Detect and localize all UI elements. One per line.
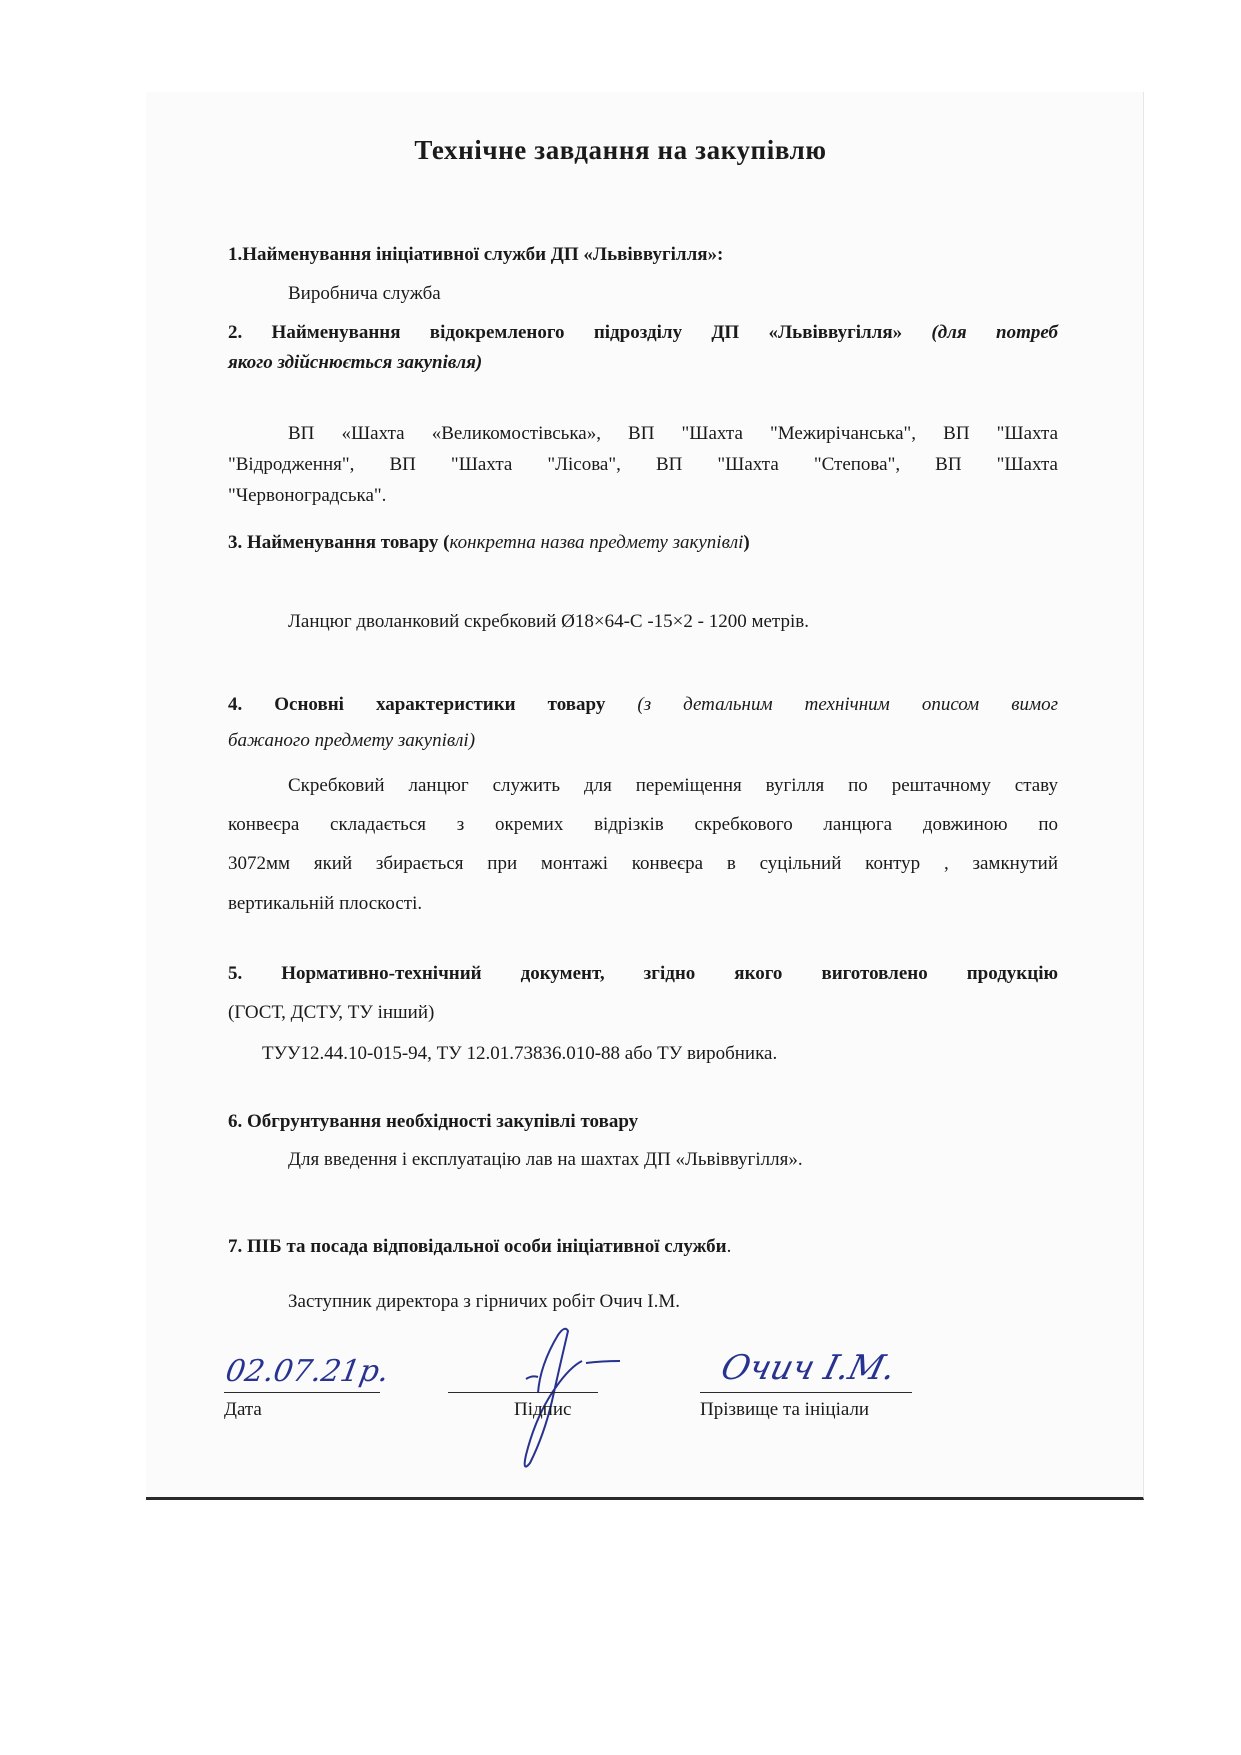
section-6-body: Для введення і експлуатацію лав на шахтах ДП «Львіввугілля». <box>288 1149 803 1170</box>
section-3-body: Ланцюг дволанковий скребковий Ø18×64-С -15×2 - 1200 метрів. <box>288 611 809 632</box>
section-1-body: Виробнича служба <box>288 283 441 304</box>
section-2-heading-line-1 <box>228 320 1058 346</box>
name-underline <box>700 1392 912 1393</box>
section-4-body-line-2: конвеєра складається з окремих відрізків скребкового ланцюга довжиною по <box>228 814 1058 835</box>
handwritten-name: Очич І.М. <box>717 1348 900 1388</box>
section-4-body-line-4: вертикальній плоскості. <box>228 893 423 914</box>
section-2-body-line-1: ВП «Шахта «Великомостівська», ВП "Шахта "Межирічанська", ВП "Шахта <box>288 423 1058 444</box>
section-4-body-line-1: Скребковий ланцюг служить для переміщення вугілля по рештачному ставу <box>288 775 1058 796</box>
section-7-heading-tail: . <box>726 1236 732 1257</box>
date-underline <box>224 1392 380 1393</box>
section-3-heading-close: ) <box>743 532 750 553</box>
section-7-body: Заступник директора з гірничих робіт Очич І.М. <box>288 1291 681 1312</box>
section-2-heading-italic: (для потреб <box>931 322 1059 343</box>
date-label: Дата <box>224 1399 262 1420</box>
signature-underline <box>448 1392 598 1393</box>
section-5-heading-line-1: 5. Нормативно-технічний документ, згідно якого виготовлено продукцію <box>228 963 1058 984</box>
section-5-body: ТУУ12.44.10-015-94, ТУ 12.01.73836.010-88 або ТУ виробника. <box>262 1043 778 1064</box>
section-3-heading-italic: конкретна назва предмету закупівлі <box>449 532 744 553</box>
section-4-heading-line-2: бажаного предмету закупівлі) <box>228 730 476 751</box>
document-title: Технічне завдання на закупівлю <box>414 135 827 165</box>
section-2-heading-bold: 2. Найменування відокремленого підрозділу ДП «Львіввугілля» <box>228 322 903 343</box>
section-4-heading-bold: 4. Основні характеристики товару <box>228 694 606 715</box>
section-7-heading-bold: 7. ПІБ та посада відповідальної особи ініціативної служби <box>228 1236 727 1257</box>
section-3-heading-open: ( <box>443 532 450 553</box>
section-2-body-line-3: "Червоноградська". <box>228 485 387 506</box>
section-3-heading-bold: 3. Найменування товару <box>228 532 439 553</box>
handwritten-date: 02.07.21р. <box>223 1354 392 1389</box>
section-1-heading: 1.Найменування ініціативної служби ДП «Львіввугілля»: <box>228 244 724 265</box>
section-5-heading-line-2: (ГОСТ, ДСТУ, ТУ інший) <box>228 1002 435 1023</box>
section-2-body-line-2: "Відродження", ВП "Шахта "Лісова", ВП "Шахта "Степова", ВП "Шахта <box>228 454 1058 475</box>
section-2-heading-line-2: якого здійснюється закупівля) <box>228 352 483 373</box>
section-3-heading <box>228 530 750 556</box>
section-4-heading-italic: (з детальним технічним описом вимог <box>637 694 1058 715</box>
signature-scribble <box>470 1305 650 1475</box>
signature-label: Підпис <box>514 1399 572 1420</box>
section-6-heading: 6. Обгрунтування необхідності закупівлі товару <box>228 1111 639 1132</box>
section-4-heading-line-1 <box>228 692 1058 718</box>
name-label: Прізвище та ініціали <box>700 1399 870 1420</box>
section-7-heading <box>228 1234 731 1260</box>
section-4-body-line-3: 3072мм який збирається при монтажі конвеєра в суцільний контур , замкнутий <box>228 853 1058 874</box>
